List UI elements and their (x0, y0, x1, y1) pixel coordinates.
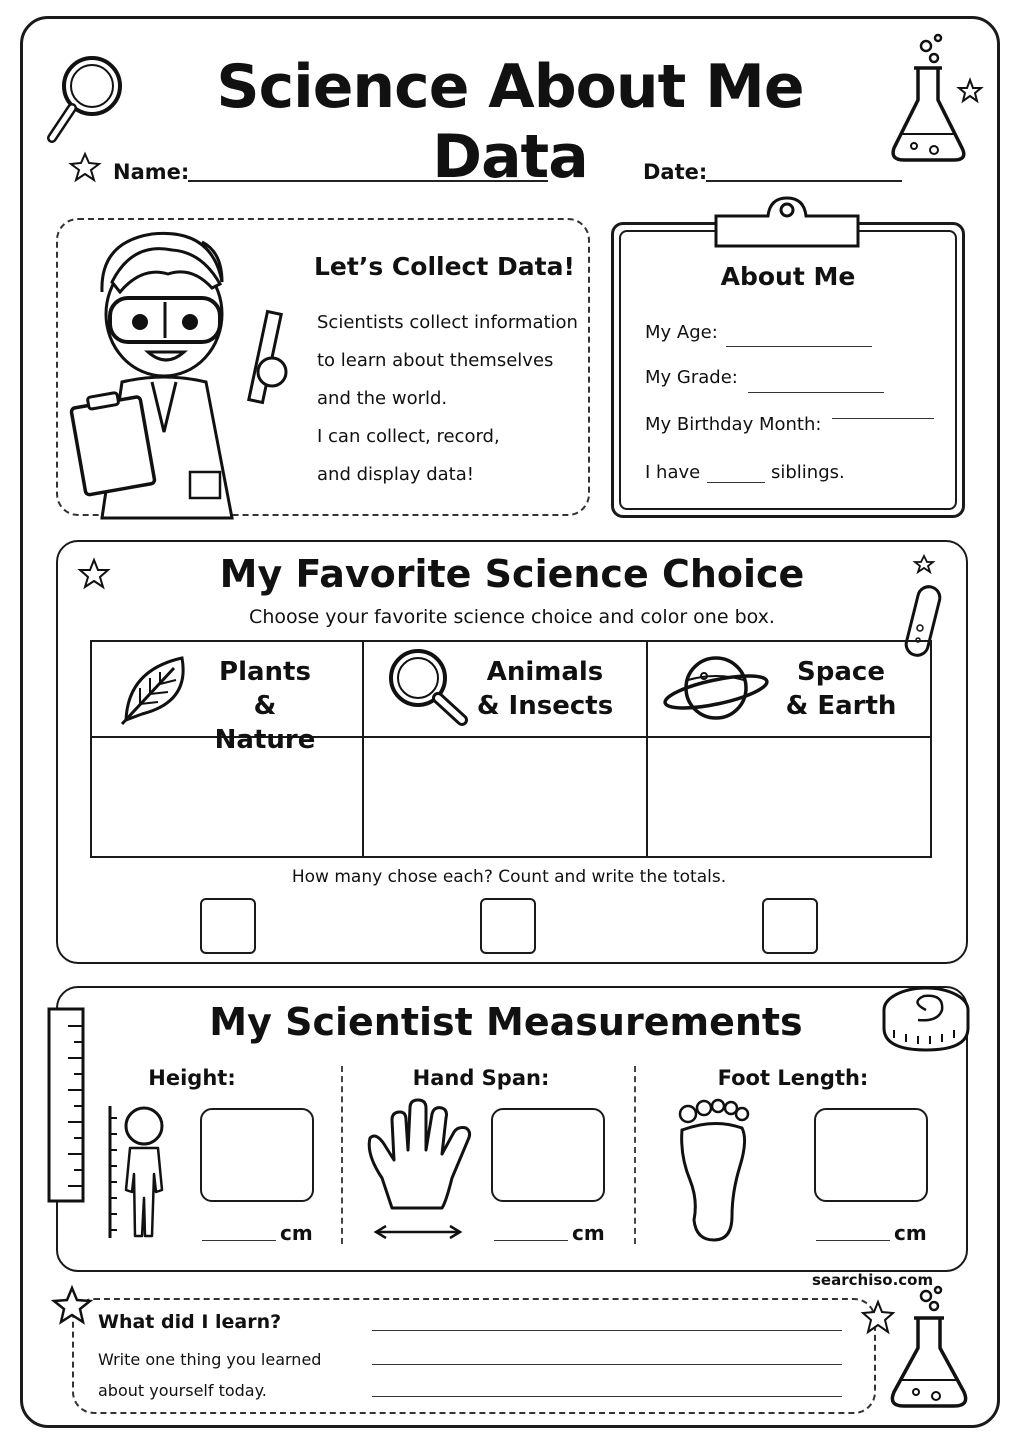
intro-line: I can collect, record, (317, 426, 500, 447)
age-label: My Age: (645, 322, 718, 343)
total-box-plants[interactable] (200, 898, 256, 954)
intro-line: to learn about themselves (317, 350, 554, 371)
hand-icon (362, 1098, 478, 1240)
intro-text (317, 304, 578, 494)
page-title: Science About Me Data (216, 52, 804, 192)
flask-icon (884, 1284, 974, 1414)
learn-write-line[interactable] (372, 1364, 842, 1365)
date-label: Date: (643, 160, 708, 184)
foot-length-label: Foot Length: (717, 1066, 869, 1090)
hand-span-box[interactable] (491, 1108, 605, 1202)
foot-icon (674, 1096, 754, 1244)
foot-length-field[interactable] (816, 1240, 890, 1241)
about-me-heading: About Me (720, 262, 856, 291)
total-box-animals[interactable] (480, 898, 536, 954)
column-divider (341, 1066, 343, 1244)
magnifying-glass-icon (384, 646, 474, 736)
grade-field[interactable] (748, 392, 884, 393)
magnifying-glass-icon (44, 52, 128, 152)
favorite-instruction: Choose your favorite science choice and color one box. (249, 606, 775, 628)
hand-span-field[interactable] (494, 1240, 568, 1241)
height-unit: cm (280, 1221, 313, 1245)
column-divider (634, 1066, 636, 1244)
foot-length-box[interactable] (814, 1108, 928, 1202)
learn-heading: What did I learn? (98, 1311, 282, 1333)
intro-line: and the world. (317, 388, 448, 409)
age-field[interactable] (726, 346, 872, 347)
total-box-space[interactable] (762, 898, 818, 954)
hand-span-label: Hand Span: (412, 1066, 550, 1090)
choice-label-plants (200, 655, 330, 757)
leaf-icon (118, 652, 194, 728)
name-label: Name: (113, 160, 190, 184)
choice-label-line1: Plants (219, 657, 311, 687)
birthday-field[interactable] (832, 418, 934, 419)
clipboard-clip-icon (712, 194, 862, 250)
choice-label-line2: & Nature (214, 691, 316, 755)
intro-line: and display data! (317, 464, 474, 485)
choice-label-line1: Animals (486, 657, 604, 687)
star-icon (70, 152, 100, 182)
flask-icon (884, 30, 994, 170)
choice-label-animals (472, 655, 618, 723)
grade-label: My Grade: (645, 367, 738, 388)
intro-heading: Let’s Collect Data! (314, 252, 575, 281)
watermark: searchiso.com (812, 1271, 934, 1289)
height-label: Height: (148, 1066, 236, 1090)
measurements-heading: My Scientist Measurements (209, 1000, 803, 1044)
child-height-icon (104, 1104, 170, 1240)
siblings-prefix: I have (645, 462, 701, 483)
learn-line-2: about yourself today. (98, 1381, 267, 1400)
choice-label-space (776, 655, 906, 723)
learn-line-1: Write one thing you learned (98, 1350, 322, 1369)
star-icon (52, 1286, 92, 1326)
siblings-suffix: siblings. (771, 462, 845, 483)
hand-span-unit: cm (572, 1221, 605, 1245)
learn-write-line[interactable] (372, 1396, 842, 1397)
count-prompt: How many chose each? Count and write the totals. (291, 867, 727, 887)
favorite-heading: My Favorite Science Choice (219, 552, 805, 596)
date-field[interactable] (706, 180, 902, 182)
color-box-animals[interactable] (362, 736, 648, 858)
intro-line: Scientists collect information (317, 312, 578, 333)
choice-label-line1: Space (797, 657, 885, 687)
planet-icon (660, 652, 770, 726)
color-box-space[interactable] (646, 736, 932, 858)
siblings-field[interactable] (707, 482, 765, 483)
birthday-label: My Birthday Month: (645, 414, 822, 435)
learn-write-line[interactable] (372, 1330, 842, 1331)
name-field[interactable] (188, 180, 548, 182)
height-field[interactable] (202, 1240, 276, 1241)
foot-length-unit: cm (894, 1221, 927, 1245)
choice-label-line2: & Earth (785, 691, 897, 721)
scientist-child-icon (72, 222, 302, 518)
height-box[interactable] (200, 1108, 314, 1202)
choice-label-line2: & Insects (476, 691, 614, 721)
